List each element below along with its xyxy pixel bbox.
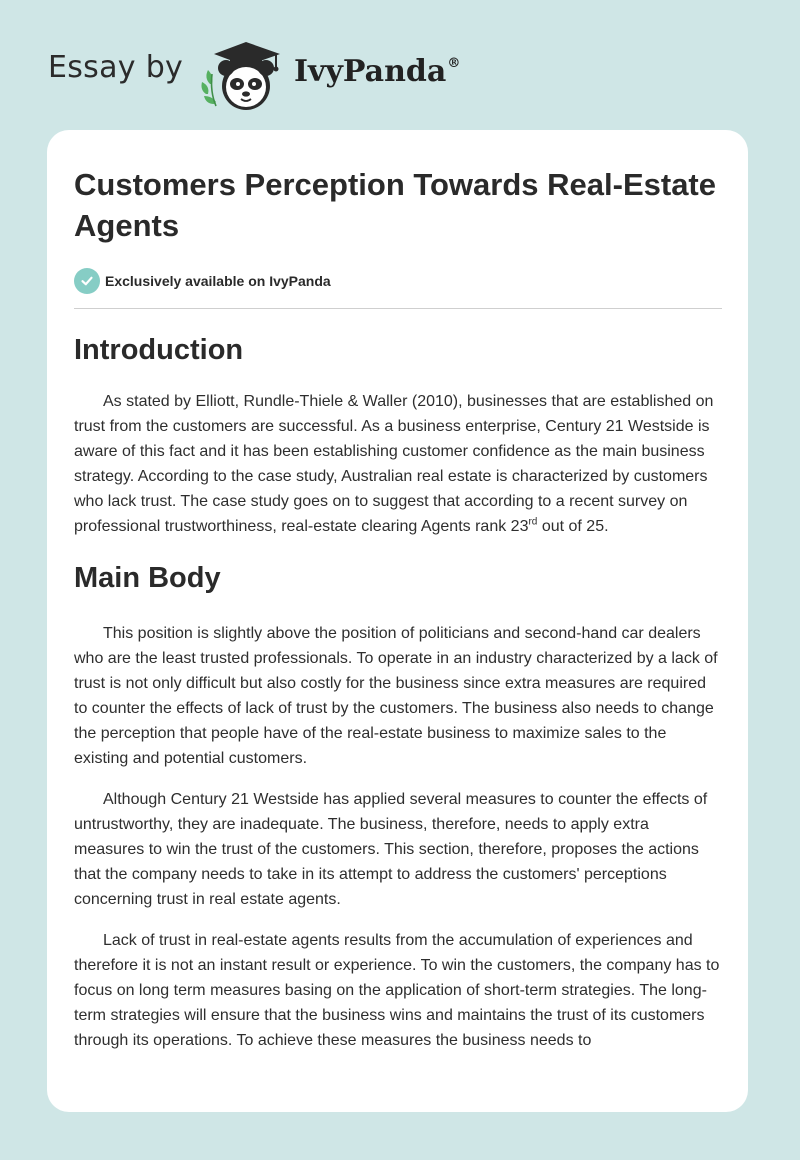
brand-name[interactable] — [294, 54, 460, 89]
paragraph: Lack of trust in real-estate agents results from the accumulation of experiences and therefore it is not an instant result or experience. To win the customers, the company has to focus on long term measures basing on the application of short-term strategies. The long-term strategies will ensure that the business wins and maintains the trust of its customers through its operations. To achieve these measures the business needs to — [74, 932, 720, 1049]
paragraph-text-end: out of 25. — [537, 518, 609, 535]
site-header — [48, 30, 508, 110]
essay-title: Customers Perception Towards Real-Estate Agents — [74, 167, 716, 243]
paragraph — [74, 389, 722, 539]
title-divider — [74, 308, 722, 309]
paragraph-text: As stated by Elliott, Rundle-Thiele & Waller (2010), businesses that are established on trust from the customers are successful. As a business enterprise, Century 21 Westside is aware of this fact and it has been establishing customer confidence as the main business strategy. According to the case study, Australian real estate is characterized by customers who lack trust. The case study goes on to suggest that according to a recent survey on professional trustworthiness, real-estate clearing Agents rank 23 — [74, 393, 714, 535]
registered-mark: ® — [447, 56, 461, 71]
brand-text: IvyPanda — [294, 54, 447, 89]
ordinal-suffix: rd — [528, 516, 538, 528]
essay-card — [47, 130, 748, 1112]
panda-logo-icon[interactable] — [200, 34, 286, 112]
essay-by-text: Essay by — [48, 50, 184, 85]
essay-content — [74, 164, 722, 1053]
check-circle-icon — [74, 268, 100, 294]
exclusive-badge-label: Exclusively available on IvyPanda — [105, 273, 331, 289]
section-heading-introduction: Introduction — [74, 334, 244, 366]
section-heading-main-body: Main Body — [74, 562, 221, 594]
exclusive-badge — [74, 268, 722, 294]
paragraph: Although Century 21 Westside has applied several measures to counter the effects of untrustworthy, they are inadequate. The business, therefore, needs to apply extra measures to win the trust of the customers. This section, therefore, proposes the actions that the company needs to take in its attempt to address the customers' perceptions concerning trust in real estate agents. — [74, 791, 708, 908]
paragraph: This position is slightly above the position of politicians and second-hand car dealers who are the least trusted professionals. To operate in an industry characterized by a lack of trust is not only difficult but also costly for the business since extra measures are required to counter the effects of lack of trust by the customers. The business also needs to change the perception that people have of the real-estate business to maximize sales to the existing and potential customers. — [74, 625, 718, 767]
